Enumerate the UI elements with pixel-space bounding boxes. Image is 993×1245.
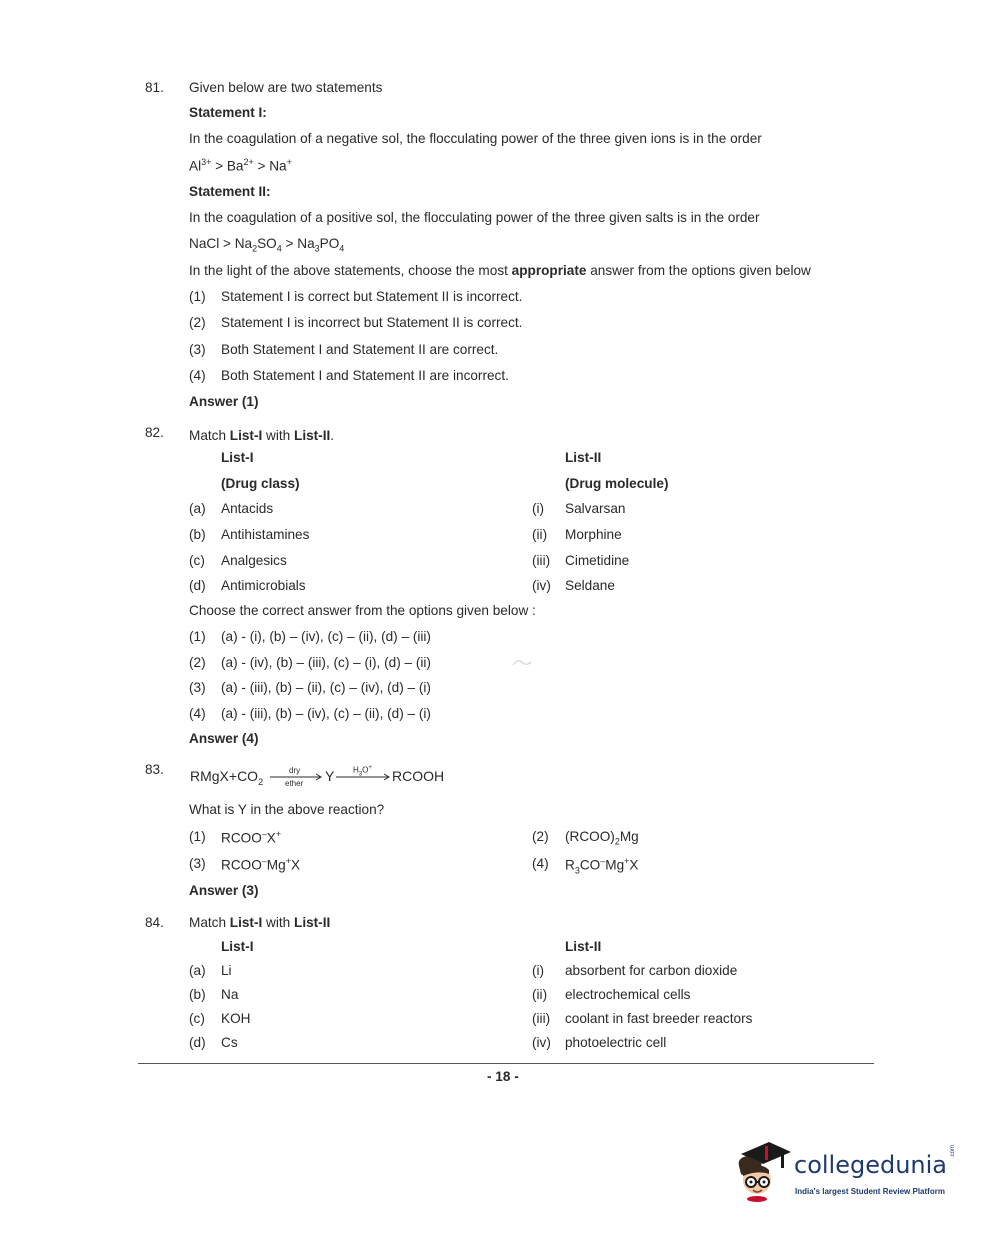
q84-prompt: Match List-I with List-II <box>189 915 331 930</box>
q82-row-label: (d) <box>189 578 206 593</box>
q84-row-label: (b) <box>189 987 206 1002</box>
q84-row-left: Cs <box>221 1035 238 1050</box>
q83-option-1: (1) <box>189 829 206 844</box>
q83-option-3: (3) <box>189 856 206 871</box>
q82-row-label: (a) <box>189 501 206 516</box>
q84-row-roman: (iv) <box>532 1035 551 1050</box>
q83-option-4-text: $R_3CO^-Mg^+X$ <box>565 856 639 876</box>
q83-reactant: $RMgX+CO_2$ <box>190 768 264 787</box>
q82-option-4: (4) <box>189 706 206 721</box>
q82-row-left: Antacids <box>221 501 274 516</box>
q83-option-2-text: $(RCOO)_2Mg$ <box>565 829 639 847</box>
q82-option-2-text: (a) - (iv), (b) – (iii), (c) – (i), (d) – (ii) <box>221 655 431 670</box>
q81-statement2-order: NaCl > $Na_2SO_4 > Na_3PO_4$ <box>189 236 345 254</box>
q83-option-3-text: RCOO–Mg+X <box>221 856 301 873</box>
q83-option-1-text: RCOO–X+ <box>221 829 282 846</box>
page-number: - 18 - <box>487 1069 519 1084</box>
q81-instruction: In the light of the above statements, choose the most appropriate answer from the options given below <box>189 263 811 278</box>
q84-row-left: KOH <box>221 1011 251 1026</box>
q84-row-label: (a) <box>189 963 206 978</box>
q82-row-left: Antihistamines <box>221 527 310 542</box>
q81-option-2-text: Statement I is incorrect but Statement II is correct. <box>221 315 523 330</box>
q81-number: 81. <box>145 80 164 95</box>
q82-row-roman: (ii) <box>532 527 548 542</box>
q82-option-3: (3) <box>189 680 206 695</box>
q82-list2-subheading: (Drug molecule) <box>565 476 669 491</box>
q84-row-right: absorbent for carbon dioxide <box>565 963 738 978</box>
q82-row-right: Cimetidine <box>565 553 630 568</box>
q81-intro: Given below are two statements <box>189 80 383 95</box>
q82-option-3-text: (a) - (iii), (b) – (ii), (c) – (iv), (d) – (i) <box>221 680 431 695</box>
q84-number: 84. <box>145 915 164 930</box>
q84-row-right: photoelectric cell <box>565 1035 667 1050</box>
q84-list1-heading: List-I <box>221 939 254 954</box>
q82-row-right: Seldane <box>565 578 615 593</box>
q82-prompt: Match List-I with List-II. <box>189 428 335 443</box>
q81-statement1-order: $Al^{3+} > Ba^{2+} > Na^+$ <box>189 157 292 174</box>
q84-row-label: (d) <box>189 1035 206 1050</box>
q83-product: RCOOH <box>392 768 445 784</box>
q84-row-right: electrochemical cells <box>565 987 691 1002</box>
q82-row-roman: (i) <box>532 501 545 516</box>
brand-name: collegedunia <box>794 1151 948 1179</box>
q82-row-right: Salvarsan <box>565 501 626 516</box>
q82-option-1: (1) <box>189 629 206 644</box>
footer-divider <box>138 1063 874 1064</box>
q84-row-roman: (i) <box>532 963 545 978</box>
q82-row-roman: (iii) <box>532 553 551 568</box>
q84-row-left: Na <box>221 987 239 1002</box>
q83-answer: Answer (3) <box>189 883 259 898</box>
q81-statement1-heading: Statement I: <box>189 105 267 120</box>
q84-row-roman: (iii) <box>532 1011 551 1026</box>
q84-list2-heading: List-II <box>565 939 602 954</box>
q82-row-left: Analgesics <box>221 553 287 568</box>
q81-option-4: (4) <box>189 368 206 383</box>
q83-arrow-h3o: $H_3O^+$ <box>336 769 392 789</box>
q82-number: 82. <box>145 425 164 440</box>
q81-option-1-text: Statement I is correct but Statement II is incorrect. <box>221 289 523 304</box>
q82-option-2: (2) <box>189 655 206 670</box>
q82-choose-instruction: Choose the correct answer from the options given below : <box>189 603 536 618</box>
collegedunia-mascot-icon <box>735 1138 793 1202</box>
q81-statement1-text: In the coagulation of a negative sol, the flocculating power of the three given ions is in the order <box>189 131 762 146</box>
q81-answer: Answer (1) <box>189 394 259 409</box>
q81-option-2: (2) <box>189 315 206 330</box>
q84-row-roman: (ii) <box>532 987 548 1002</box>
q84-row-right: coolant in fast breeder reactors <box>565 1011 753 1026</box>
q82-option-1-text: (a) - (i), (b) – (iv), (c) – (ii), (d) – (iii) <box>221 629 431 644</box>
q83-option-2: (2) <box>532 829 549 844</box>
q83-number: 83. <box>145 762 164 777</box>
q84-row-label: (c) <box>189 1011 205 1026</box>
q82-option-4-text: (a) - (iii), (b) – (iv), (c) – (ii), (d) – (i) <box>221 706 431 721</box>
q82-list1-heading: List-I <box>221 450 254 465</box>
q83-option-4: (4) <box>532 856 549 871</box>
q83-arrow-dry-ether: dry ether <box>270 769 324 789</box>
brand-tagline: India's largest Student Review Platform <box>795 1187 945 1196</box>
q83-intermediate-y: Y <box>325 768 335 784</box>
q82-row-roman: (iv) <box>532 578 551 593</box>
q82-row-left: Antimicrobials <box>221 578 306 593</box>
q81-statement2-heading: Statement II: <box>189 184 271 199</box>
q83-question: What is Y in the above reaction? <box>189 802 385 817</box>
q82-list1-subheading: (Drug class) <box>221 476 300 491</box>
q81-statement2-text: In the coagulation of a positive sol, the flocculating power of the three given salts is in the order <box>189 210 760 225</box>
q81-option-4-text: Both Statement I and Statement II are incorrect. <box>221 368 509 383</box>
brand-com: .com <box>950 1144 956 1158</box>
stray-mark <box>512 657 532 669</box>
q81-option-3: (3) <box>189 342 206 357</box>
q82-answer: Answer (4) <box>189 731 259 746</box>
q81-option-3-text: Both Statement I and Statement II are correct. <box>221 342 499 357</box>
q81-option-1: (1) <box>189 289 206 304</box>
q82-list2-heading: List-II <box>565 450 602 465</box>
q82-row-label: (c) <box>189 553 205 568</box>
q84-row-left: Li <box>221 963 232 978</box>
q82-row-label: (b) <box>189 527 206 542</box>
q82-row-right: Morphine <box>565 527 622 542</box>
